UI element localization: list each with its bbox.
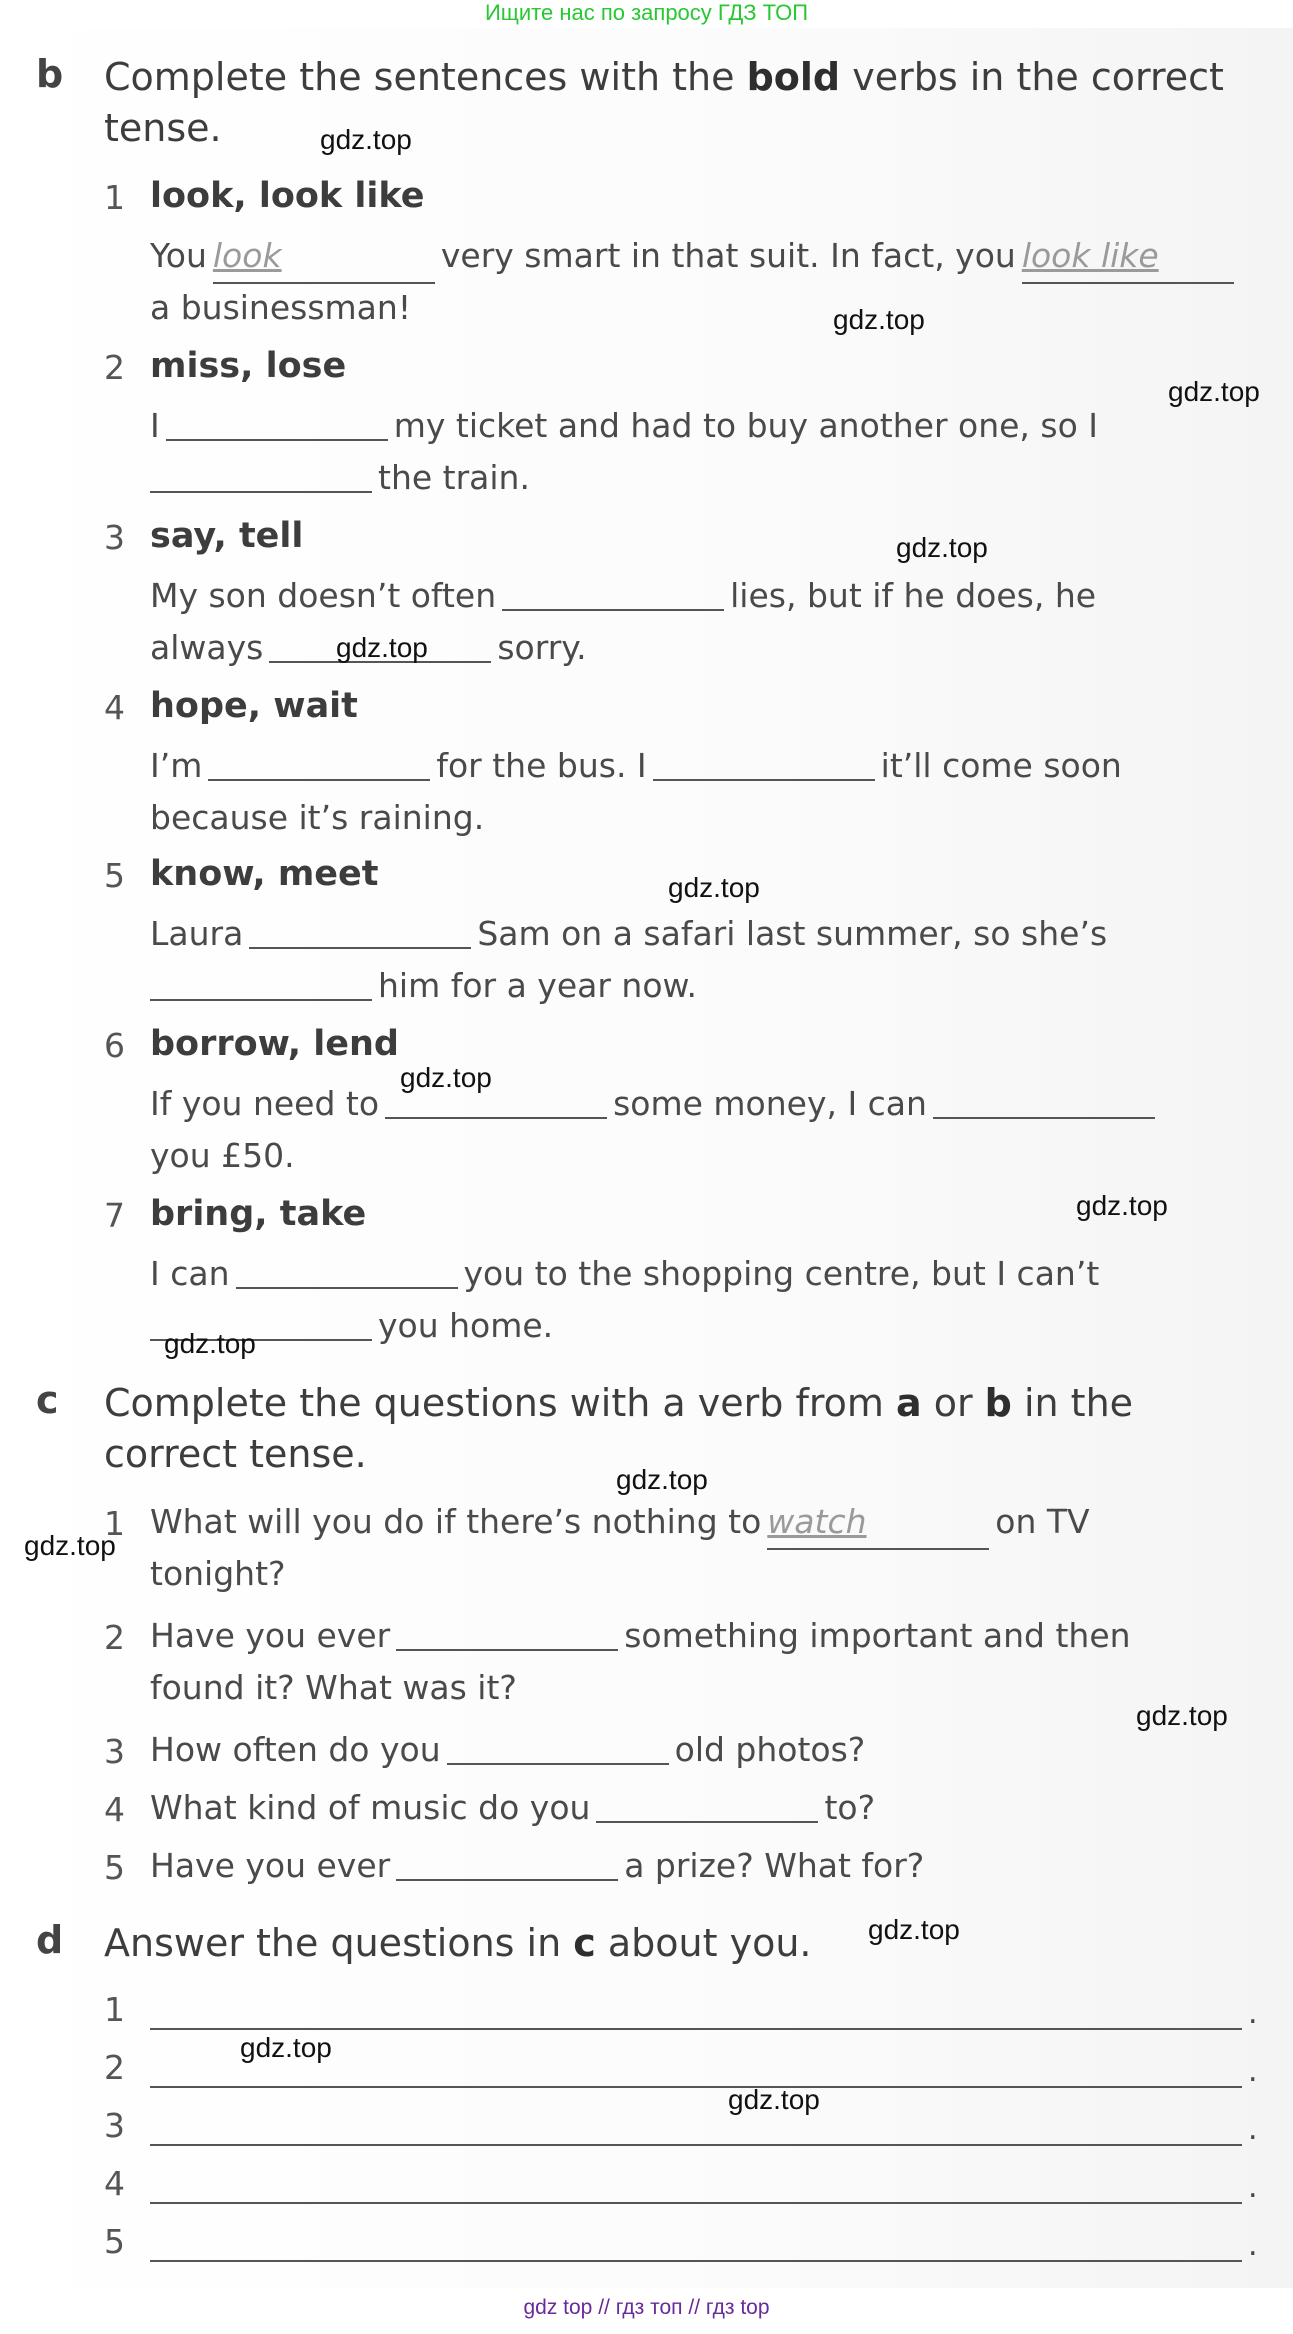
answer-blank[interactable] (596, 1787, 818, 1823)
watermark: gdz.top (24, 1530, 116, 1561)
question: tonight? (150, 1554, 286, 1593)
item-number: 7 (104, 1196, 125, 1235)
answer-line[interactable] (150, 2260, 1242, 2262)
sentence: I my ticket and had to buy another one, so I (150, 406, 1098, 445)
watermark: gdz.top (240, 2032, 332, 2063)
item-number: 2 (104, 1618, 125, 1657)
item-number: 1 (104, 178, 125, 217)
answer-blank[interactable]: look like (1022, 230, 1234, 284)
item-title: borrow, lend (150, 1024, 399, 1064)
section-c-letter: c (36, 1378, 59, 1422)
section-c-instruction: Complete the questions with a verb from a or b in the correct tense. (104, 1381, 1134, 1476)
answer-line[interactable] (150, 2086, 1242, 2088)
watermark: gdz.top (164, 1328, 256, 1359)
answer-blank[interactable] (208, 745, 430, 781)
watermark: gdz.top (336, 632, 428, 663)
watermark: gdz.top (868, 1914, 960, 1945)
section-d-instruction: Answer the questions in c about you. (104, 1921, 812, 1965)
item-number: 1 (104, 1504, 125, 1543)
watermark: gdz.top (668, 872, 760, 903)
item-number: 4 (104, 688, 125, 727)
period: . (1248, 2170, 1258, 2205)
item-title: miss, lose (150, 346, 347, 386)
watermark: gdz.top (896, 532, 988, 563)
sentence: My son doesn’t often lies, but if he does, he (150, 576, 1097, 615)
answer-blank[interactable] (502, 575, 724, 611)
item-number: 3 (104, 1732, 125, 1771)
question: found it? What was it? (150, 1668, 517, 1707)
item-title: know, meet (150, 854, 379, 894)
section-d-letter: d (36, 1918, 64, 1962)
sentence: him for a year now. (150, 960, 697, 1012)
sentence: a businessman! (150, 288, 412, 327)
answer-blank[interactable] (236, 1253, 458, 1289)
answer-line-number: 5 (104, 2222, 125, 2261)
answer-blank[interactable]: look (213, 230, 435, 284)
item-title: bring, take (150, 1194, 367, 1234)
answer-line[interactable] (150, 2202, 1242, 2204)
answer-blank[interactable] (150, 965, 372, 1001)
answer-blank[interactable] (249, 913, 471, 949)
answer-line-number: 4 (104, 2164, 125, 2203)
section-b-letter: b (36, 52, 64, 96)
question: Have you ever a prize? What for? (150, 1846, 925, 1885)
watermark: gdz.top (320, 124, 412, 155)
answer-blank[interactable] (396, 1615, 618, 1651)
watermark: gdz.top (1136, 1700, 1228, 1731)
sentence: I’m for the bus. I it’ll come soon (150, 746, 1122, 785)
answer-line-number: 1 (104, 1990, 125, 2029)
question: How often do you old photos? (150, 1730, 866, 1769)
answer-blank[interactable] (150, 457, 372, 493)
sentence: because it’s raining. (150, 798, 485, 837)
answer-line-number: 2 (104, 2048, 125, 2087)
question: Have you ever something important and then (150, 1616, 1131, 1655)
question: What will you do if there’s nothing to watch on TV (150, 1496, 1090, 1550)
item-number: 5 (104, 856, 125, 895)
sentence: always sorry. (150, 628, 587, 667)
item-title: hope, wait (150, 686, 358, 726)
question: What kind of music do you to? (150, 1788, 876, 1827)
period: . (1248, 2054, 1258, 2089)
answer-line[interactable] (150, 2144, 1242, 2146)
top-banner[interactable]: Ищите нас по запросу ГДЗ ТОП (484, 0, 809, 25)
sentence: you home. (150, 1300, 553, 1352)
answer-blank[interactable]: watch (767, 1496, 989, 1550)
answer-blank[interactable] (396, 1845, 618, 1881)
watermark: gdz.top (728, 2084, 820, 2115)
item-title: say, tell (150, 516, 304, 556)
item-number: 5 (104, 1848, 125, 1887)
footer-links[interactable]: gdz top // гдз топ // гдз top (523, 2296, 770, 2319)
sentence: I can you to the shopping centre, but I can’t (150, 1254, 1100, 1293)
watermark: gdz.top (400, 1062, 492, 1093)
sentence: If you need to some money, I can (150, 1078, 1161, 1130)
watermark: gdz.top (1168, 376, 1260, 407)
period: . (1248, 2112, 1258, 2147)
item-number: 4 (104, 1790, 125, 1829)
watermark: gdz.top (1076, 1190, 1168, 1221)
sentence: You look very smart in that suit. In fact, you look like (150, 230, 1260, 284)
item-number: 3 (104, 518, 125, 557)
section-b-instruction: Complete the sentences with the bold verbs in the correct tense. (104, 55, 1224, 150)
watermark: gdz.top (616, 1464, 708, 1495)
item-title: look, look like (150, 176, 425, 216)
answer-line[interactable] (150, 2028, 1242, 2030)
item-number: 6 (104, 1026, 125, 1065)
sentence: Laura Sam on a safari last summer, so she’s (150, 914, 1108, 953)
sentence: the train. (150, 452, 530, 504)
sentence: you £50. (150, 1136, 295, 1175)
watermark: gdz.top (833, 304, 925, 335)
answer-blank[interactable] (653, 745, 875, 781)
answer-line-number: 3 (104, 2106, 125, 2145)
item-number: 2 (104, 348, 125, 387)
answer-blank[interactable] (933, 1083, 1155, 1119)
period: . (1248, 1996, 1258, 2031)
period: . (1248, 2228, 1258, 2263)
answer-blank[interactable] (166, 405, 388, 441)
answer-blank[interactable] (447, 1729, 669, 1765)
